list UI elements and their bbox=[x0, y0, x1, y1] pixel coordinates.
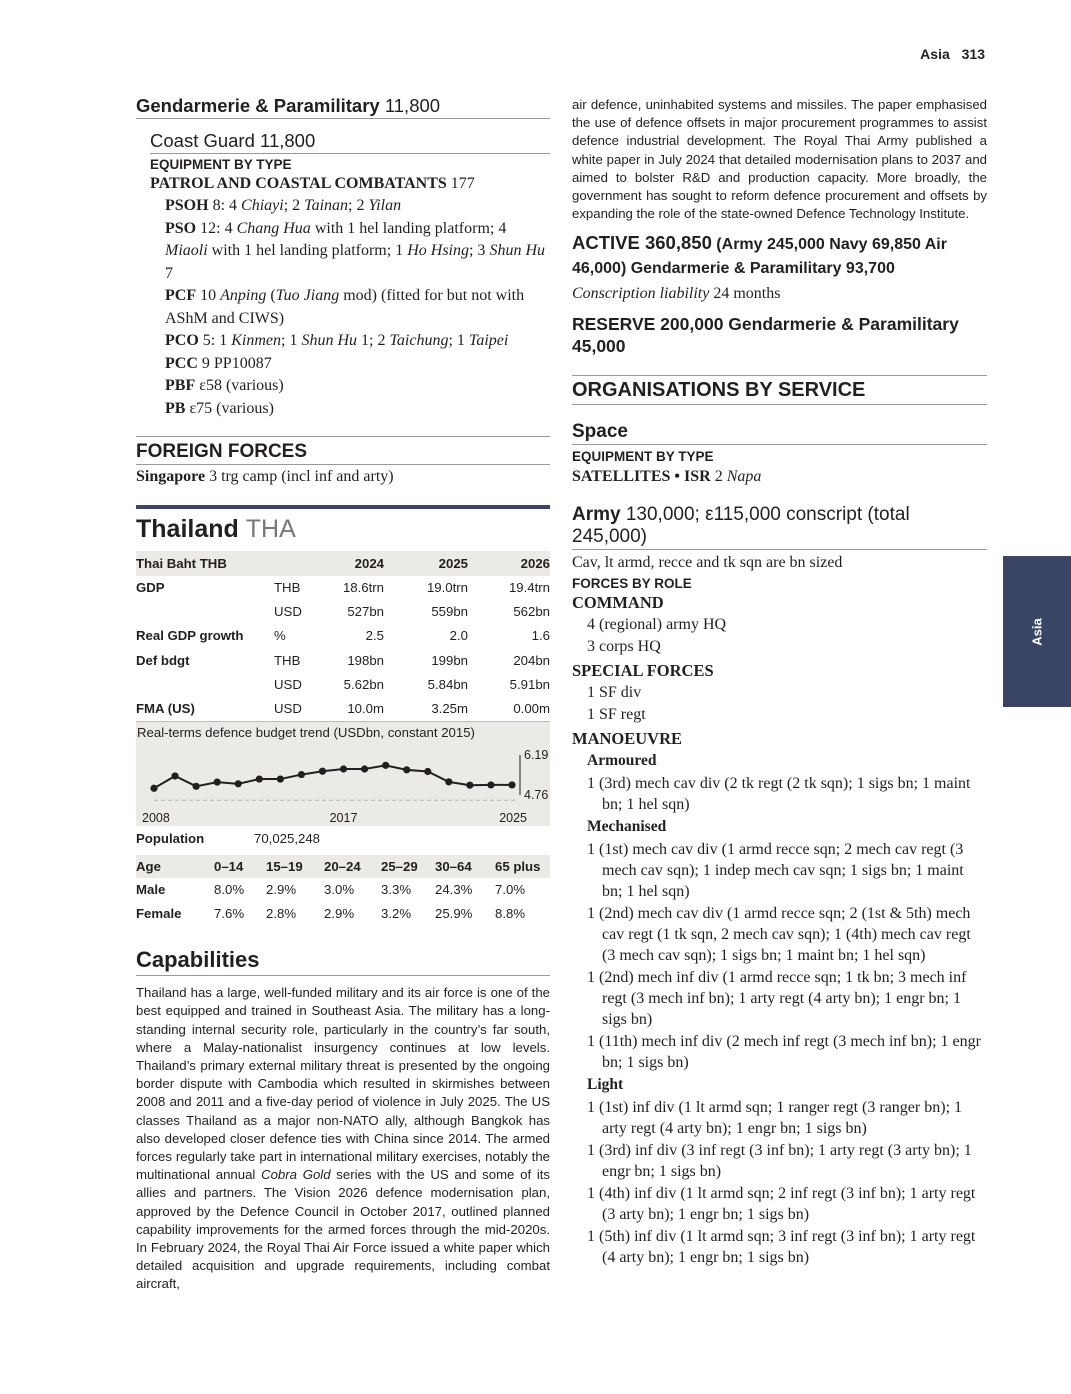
mechanised-unit: 1 (2nd) mech inf div (1 armd recce sqn; 1 tk bn; 3 mech inf regt (3 mech inf bn); 1 arty regt (4 arty bn); 1 engr bn; 1 sigs bn) bbox=[587, 968, 967, 1028]
region-side-tab[interactable] bbox=[1003, 556, 1071, 707]
capabilities-text: Thailand has a large, well-funded military and its air force is one of the best equipped and trained in Southeast Asia. The military has a long-standing internal security role, particularly in the country’s far south, where a Malay-nationalist insurgency continues at low levels. Thailand’s primary external military threat is presented by the ongoing border dispute with Cambodia which resulted in skirmishes between 2008 and 2011 and a five-day period of violence in July 2025. The US classes Thailand as a major non-NATO ally, although Bangkok has also developed closer defence ties with China since 2014. The armed forces regularly take part in international military exercises, notably the multinational annual Cobra Gold series with the US and some of its allies and partners. The Vision 2026 defence modernisation plan, approved by the Defence Council in October 2017, outlined planned capability improvements for the armed forces through the mid-2020s. In February 2024, the Royal Thai Air Force issued a white paper which detailed acquisition and upgrade requirements, including combat aircraft, bbox=[136, 985, 551, 1292]
country-code: THA bbox=[245, 514, 296, 543]
economic-table-header bbox=[136, 551, 550, 576]
mechanised-unit: 1 (2nd) mech cav div (1 armd recce sqn; 2 (1st & 5th) mech cav regt (1 tk sqn, 2 mech cav sqn); 1 (4th) mech cav regt (3 mech cav sqn); 1 sigs bn; 1 maint bn; 1 hel sqn) bbox=[587, 904, 971, 964]
gendarmerie-title: Gendarmerie & Paramilitary bbox=[136, 95, 380, 116]
pbf-entry: PBF ε58 (various) bbox=[165, 377, 284, 394]
manoeuvre-heading: MANOEUVRE bbox=[572, 728, 682, 748]
light-heading: Light bbox=[587, 1075, 624, 1093]
year-2026-header: 2026 bbox=[468, 551, 550, 576]
chart-data-point bbox=[361, 765, 368, 772]
coast-guard-title: Coast Guard bbox=[150, 130, 255, 151]
chart-data-point bbox=[214, 778, 221, 785]
side-tab-label: Asia bbox=[1029, 617, 1045, 646]
budget-trend-chart bbox=[136, 721, 550, 826]
chart-data-point bbox=[382, 761, 389, 768]
active-label: ACTIVE 360,850 bbox=[572, 232, 712, 254]
age-male-row: Male 8.0% 2.9% 3.0% 3.3% 24.3% 7.0% bbox=[136, 882, 526, 898]
chart-data-point bbox=[171, 772, 178, 779]
chart-y-max-label: 6.19 bbox=[524, 747, 549, 762]
chart-data-point bbox=[445, 778, 452, 785]
satellites-entry: SATELLITES • ISR 2 Napa bbox=[572, 467, 762, 485]
sf-unit: 1 SF div bbox=[587, 683, 642, 701]
chart-svg bbox=[136, 722, 550, 826]
active-detail: (Army 245,000 Navy 69,850 Air 46,000) Gendarmerie & Paramilitary 93,700 bbox=[572, 236, 947, 278]
chart-data-point bbox=[277, 775, 284, 782]
chart-series-line bbox=[154, 765, 512, 788]
age-table bbox=[136, 855, 550, 926]
population-row bbox=[136, 826, 550, 852]
light-unit: 1 (1st) inf div (1 lt armd sqn; 1 ranger regt (3 ranger bn); 1 arty regt (4 arty bn); 1 engr bn; 1 sigs bn) bbox=[587, 1098, 963, 1137]
reserve-strength: RESERVE 200,000 Gendarmerie & Paramilitary 45,000 bbox=[572, 313, 959, 356]
chart-x-tick-label: 2025 bbox=[499, 810, 527, 825]
mechanised-unit: 1 (1st) mech cav div (1 armd recce sqn; 2 mech cav regt (3 mech cav sqn); 1 indep mech cav sqn; 1 sigs bn; 1 maint bn; 1 hel sqn) bbox=[587, 840, 964, 900]
patrol-label: PATROL AND COASTAL COMBATANTS bbox=[150, 175, 447, 192]
year-2024-header: 2024 bbox=[314, 551, 384, 576]
pcc-entry: PCC 9 PP10087 bbox=[165, 354, 272, 372]
unit-col-header bbox=[274, 551, 314, 576]
def-bdgt-thb-row: Def bdgt THB 198bn 199bn 204bn bbox=[136, 652, 550, 668]
mechanised-heading: Mechanised bbox=[587, 817, 667, 835]
chart-y-min-label: 4.76 bbox=[524, 787, 549, 802]
pso-entry: PSO 12: 4 Chang Hua with 1 hel landing platform; 4 Miaoli with 1 hel landing platform; 1 Ho Hsing; 3 Shun Hu 7 bbox=[165, 219, 545, 282]
chart-x-tick-label: 2017 bbox=[329, 810, 358, 825]
armoured-unit: 1 (3rd) mech cav div (2 tk regt (2 tk sqn); 1 sigs bn; 1 maint bn; 1 hel sqn) bbox=[587, 774, 971, 813]
gendarmerie-heading bbox=[136, 95, 550, 119]
page-header bbox=[912, 46, 985, 62]
population-value: 70,025,248 bbox=[254, 830, 321, 846]
coast-guard-strength: 11,800 bbox=[260, 130, 316, 151]
space-equipment-heading: EQUIPMENT BY TYPE bbox=[572, 448, 714, 464]
foreign-forces-country: Singapore bbox=[136, 468, 206, 485]
conscription-line: Conscription liability 24 months bbox=[572, 285, 781, 303]
pb-entry: PB ε75 (various) bbox=[165, 399, 274, 417]
population-label: Population bbox=[136, 830, 205, 846]
chart-x-tick-label: 2008 bbox=[142, 810, 170, 825]
chart-title: Real-terms defence budget trend (USDbn, constant 2015) bbox=[137, 724, 475, 740]
chart-data-point bbox=[193, 782, 200, 789]
right-column bbox=[572, 96, 987, 1269]
psoh-entry: PSOH 8: 4 Chiayi; 2 Tainan; 2 Yilan bbox=[165, 197, 402, 214]
light-unit: 1 (4th) inf div (1 lt armd sqn; 2 inf regt (3 inf bn); 1 arty regt (3 arty bn); 1 engr bn; 1 sigs bn) bbox=[587, 1184, 976, 1223]
command-heading: COMMAND bbox=[572, 592, 664, 612]
def-bdgt-usd-row: USD 5.62bn 5.84bn 5.91bn bbox=[274, 676, 550, 692]
coast-guard-heading bbox=[150, 130, 550, 154]
pco-entry: PCO 5: 1 Kinmen; 1 Shun Hu 1; 2 Taichung; 1 Taipei bbox=[165, 332, 509, 349]
chart-data-point bbox=[298, 771, 305, 778]
foreign-forces-heading: FOREIGN FORCES bbox=[136, 441, 550, 465]
patrol-heading bbox=[150, 175, 550, 193]
organisations-heading: ORGANISATIONS BY SERVICE bbox=[572, 375, 987, 405]
chart-data-point bbox=[424, 768, 431, 775]
growth-row: Real GDP growth % 2.5 2.0 1.6 bbox=[136, 628, 550, 644]
chart-data-point bbox=[319, 767, 326, 774]
equipment-by-type-heading: EQUIPMENT BY TYPE bbox=[150, 157, 292, 172]
left-column bbox=[136, 95, 550, 1294]
army-note: Cav, lt armd, recce and tk sqn are bn sized bbox=[572, 554, 843, 572]
chart-data-point bbox=[508, 781, 515, 788]
active-strength bbox=[572, 232, 987, 280]
page-number: 313 bbox=[961, 46, 985, 62]
age-table-header: Age 0–14 15–19 20–24 25–29 30–64 65 plus bbox=[136, 855, 550, 879]
capabilities-text-continued: air defence, uninhabited systems and missiles. The paper emphasised the use of defence offsets in major procurement programmes to assist defence industrial development. The Royal Thai Army published a white paper in July 2024 that detailed modernisation plans to 2037 and aimed to bolster R&D and production capacity. More broadly, the government has sought to reform defence procurement and offsets by expanding the role of the state-owned Defence Technology Institute. bbox=[572, 97, 987, 222]
foreign-forces-entry bbox=[136, 466, 550, 489]
light-unit: 1 (3rd) inf div (3 inf regt (3 inf bn); 1 arty regt (3 arty bn); 1 engr bn; 1 sigs bn) bbox=[587, 1141, 972, 1180]
country-title bbox=[136, 515, 550, 544]
economic-table bbox=[136, 551, 550, 721]
pcf-entry: PCF 10 Anping (Tuo Jiang mod) (fitted for but not with AShM and CIWS) bbox=[165, 287, 525, 327]
chart-data-point bbox=[466, 781, 473, 788]
chart-data-point bbox=[403, 766, 410, 773]
foreign-forces-detail: 3 trg camp (incl inf and arty) bbox=[209, 468, 394, 485]
capabilities-heading: Capabilities bbox=[136, 947, 550, 976]
light-unit: 1 (5th) inf div (1 lt armd sqn; 3 inf regt (3 inf bn); 1 arty regt (4 arty bn); 1 engr bn; 1 sigs bn) bbox=[587, 1227, 976, 1266]
chart-data-point bbox=[256, 775, 263, 782]
command-unit: 3 corps HQ bbox=[587, 638, 661, 656]
patrol-count: 177 bbox=[450, 175, 475, 192]
mechanised-unit: 1 (11th) mech inf div (2 mech inf regt (3 mech inf bn); 1 engr bn; 1 sigs bn) bbox=[587, 1032, 981, 1071]
chart-data-point bbox=[235, 780, 242, 787]
region-label: Asia bbox=[920, 46, 950, 62]
chart-data-point bbox=[487, 781, 494, 788]
age-female-row: Female 7.6% 2.8% 2.9% 3.2% 25.9% 8.8% bbox=[136, 905, 526, 921]
armoured-heading: Armoured bbox=[587, 751, 657, 769]
army-heading: Army 130,000; ε115,000 conscript (total 245,000) bbox=[572, 504, 987, 550]
fma-row: FMA (US) USD 10.0m 3.25m 0.00m bbox=[136, 701, 550, 717]
sf-unit: 1 SF regt bbox=[587, 706, 646, 724]
gendarmerie-strength: 11,800 bbox=[384, 95, 441, 116]
chart-data-point bbox=[340, 765, 347, 772]
year-2025-header: 2025 bbox=[384, 551, 468, 576]
command-unit: 4 (regional) army HQ bbox=[587, 615, 727, 633]
gdp-thb-row: GDP THB 18.6trn 19.0trn 19.4trn bbox=[136, 580, 550, 596]
gdp-usd-row: USD 527bn 559bn 562bn bbox=[274, 604, 550, 620]
forces-by-role-heading: FORCES BY ROLE bbox=[572, 575, 692, 591]
special-forces-heading: SPECIAL FORCES bbox=[572, 660, 714, 680]
chart-data-point bbox=[150, 784, 157, 791]
space-heading: Space bbox=[572, 421, 987, 445]
currency-label: Thai Baht THB bbox=[136, 551, 274, 576]
country-name: Thailand bbox=[136, 514, 239, 543]
